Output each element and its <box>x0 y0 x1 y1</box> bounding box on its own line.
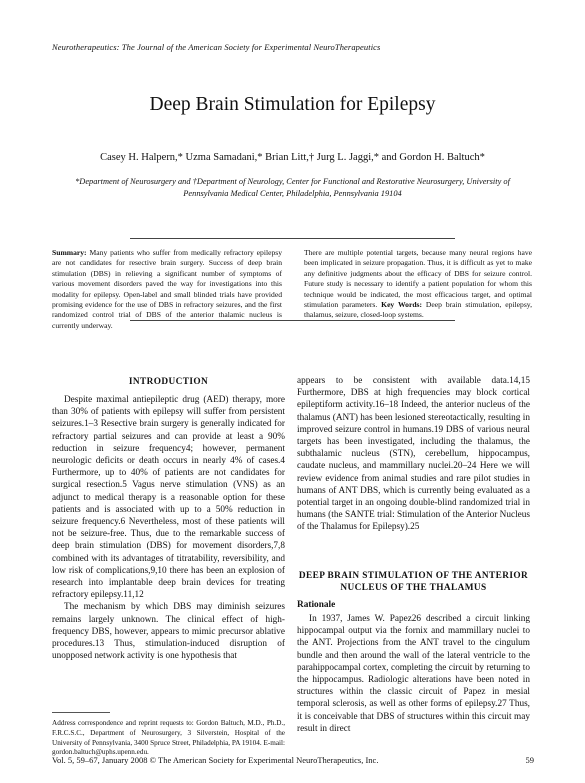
section-heading-introduction: INTRODUCTION <box>128 377 209 387</box>
right-paragraph-1: appears to be consistent with available data.14,15 Furthermore, DBS at high frequencies may block cortical epileptiform activity.16–18 Indeed, the anterior nucleus of the thalamus (ANT) has been lesioned stereotactically, resulting in improved seizure control in humans.19 DBS of various neural targets has been investigated, including the thalamus, the subthalamic nucleus (STN), cerebellum, hippocampus, caudate nucleus, and mammillary nuclei.20–24 Here we will review evidence from animal studies and rare pilot studies in humans of ANT DBS, which is currently being evaluated as a potential target in an ongoing double-blind randomized trial in humans (the SANTE trial: Stimulation of the Anterior Nucleus of the Thalamus for Epilepsy).25 <box>297 376 530 533</box>
correspondence-footnote: Address correspondence and reprint requests to: Gordon Baltuch, M.D., Ph.D., F.R.C.S.C., Department of Neurosurgery, 3 Silverstein, Hospital of the University of Pennsylvania, 3400 Spruce Street, Philadelphia, PA 19104. E-mail: gordon.baltuch@uphs.upenn.edu. <box>52 719 285 757</box>
section-heading-dbs-ant: DEEP BRAIN STIMULATION OF THE ANTERIOR NUCLEUS OF THE THALAMUS <box>298 571 529 593</box>
abstract-left-text: Many patients who suffer from medically refractory epilepsy are not candidates for resective brain surgery. Success of deep brain stimulation (DBS) in relieving a significant number of symptoms of various movement disorders paved the way for investigations into this modality for epilepsy. Open-label and small blinded trials have provided promising evidence for the use of DBS in refractory seizures, and the first randomized control trial of DBS of the anterior thalamic nucleus is currently underway. <box>52 248 282 330</box>
keywords-label: Key Words: <box>381 300 423 310</box>
journal-header: Neurotherapeutics: The Journal of the American Society for Experimental NeuroTherapeutics <box>52 42 381 52</box>
paper-title: Deep Brain Stimulation for Epilepsy <box>149 94 436 115</box>
left-body-column <box>52 394 285 662</box>
rationale-column <box>297 613 530 735</box>
footer-citation: Vol. 5, 59–67, January 2008 © The American Society for Experimental NeuroTherapeutics, Inc. <box>52 755 379 765</box>
abstract-right-text: There are multiple potential targets, because many neural regions have been implicated in seizure propagation. Thus, it is difficult as yet to make any definitive judgments about the efficacy of DBS for seizure control. Future study is necessary to identify a patient population for whom this technique would be indicated, the most efficacious target, and optimal stimulation parameters. <box>304 248 532 310</box>
abstract-top-rule <box>130 238 455 239</box>
footnote-rule <box>52 712 110 713</box>
rationale-paragraph: In 1937, James W. Papez26 described a circuit linking hippocampal output via the fornix and mammillary nuclei to the ANT. Projections from the ANT travel to the cingulum bundle and then around the wall of the lateral ventricle to the parahippocampal cortex, completing the circuit by returning to the hippocampus. Radiologic alterations have been noted in structures within the classic circuit of Papez in mesial temporal sclerosis, as well as other forms of epilepsy.27 Thus, it is conceivable that DBS of structures within this circuit may result in direct <box>297 614 530 734</box>
subsection-heading-rationale: Rationale <box>297 600 336 610</box>
right-body-column <box>297 375 530 534</box>
abstract-left-column <box>52 248 282 331</box>
abstract-label: Summary: <box>52 248 87 257</box>
affiliation: *Department of Neurosurgery and †Department of Neurology, Center for Functional and Restorative Neurosurgery, University of Pennsylvania Medical Center, Philadelphia, Pennsylvania 19104 <box>75 177 510 198</box>
intro-paragraph-1: Despite maximal antiepileptic drug (AED) therapy, more than 30% of patients with epilepsy will suffer from persistent seizures.1–3 Resective brain surgery is generally indicated for refractory partial seizures and can provide at least a 90% reduction in seizure frequency4; however, permanent neurologic deficits or death occurs in nearly 4% of cases.4 Furthermore, up to 40% of patients are not candidates for surgical resection.5 Vagus nerve stimulation (VNS) as an adjunct to medical therapy is a reasonable option for these patients and is associated with up to a 50% reduction in seizure frequency.6 Nevertheless, most of these patients will not be seizure-free. Thus, due to the remarkable success of deep brain stimulation (DBS) for movement disorders,7,8 combined with its advantages of titratability, reversibility, and low risk of complications,9,10 there has been an explosion of research into implantable deep brain devices for treating refractory epilepsy.11,12 <box>52 395 285 601</box>
keywords-text: Deep brain stimulation, epilepsy, thalamus, seizure, closed-loop systems. <box>304 300 532 320</box>
author-list: Casey H. Halpern,* Uzma Samadani,* Brian Litt,† Jurg L. Jaggi,* and Gordon H. Baltuch* <box>100 152 485 163</box>
intro-paragraph-2: The mechanism by which DBS may diminish seizures remains largely unknown. The clinical effect of high-frequency DBS, however, appears to mimic precursor ablative procedures.13 Thus, stimulation-induced disruption of unopposed network activity is one hypothesis that <box>52 602 285 662</box>
abstract-bottom-rule <box>130 320 455 321</box>
page-number: 59 <box>525 755 534 765</box>
abstract-right-column <box>304 248 532 321</box>
